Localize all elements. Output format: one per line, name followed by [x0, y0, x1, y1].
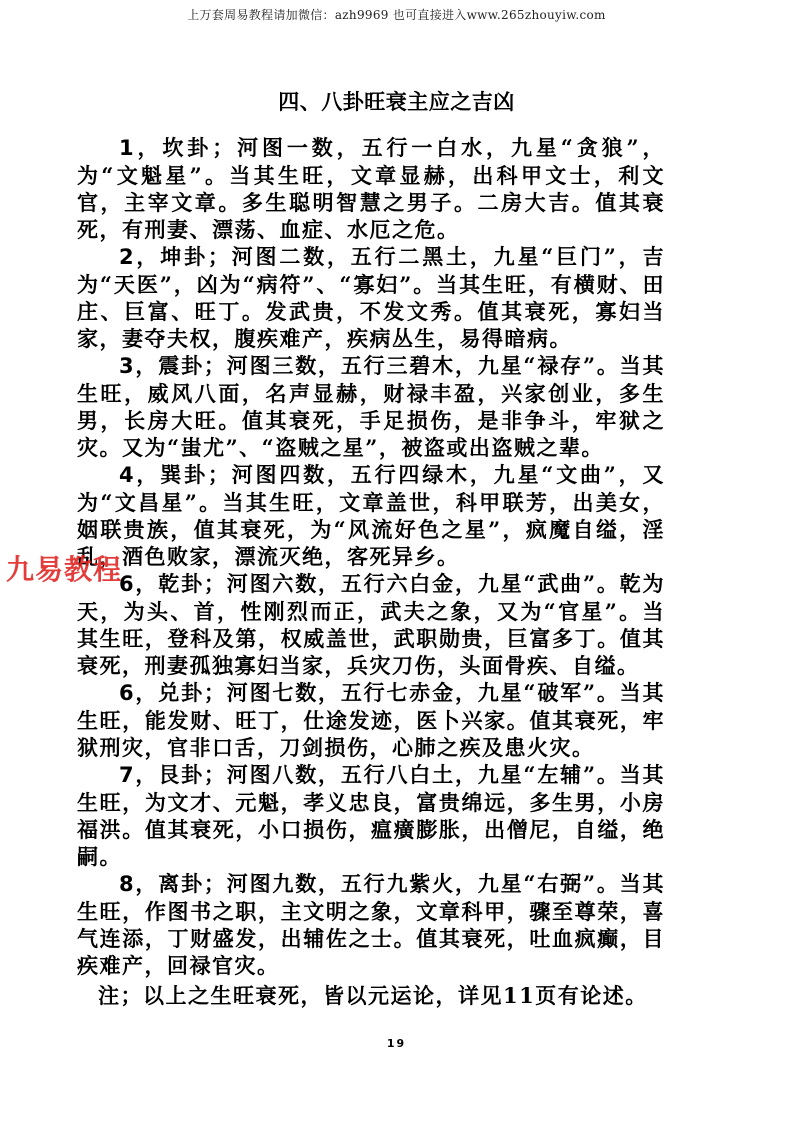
paragraph-text: ；河图九数，五行九紫火，九星“右弼”。当其生旺，作图书之职，主文明之象，文章科甲，骤至尊荣，喜气连添，丁财盛发，出辅佐之士。值其衰死，吐血疯癫，目疾难产，回禄官灾。: [77, 871, 665, 978]
paragraph-text: ；河图六数，五行六白金，九星“武曲”。乾为天，为头、首，性刚烈而正，武夫之象，又为“官星”。当其生旺，登科及第，权威盖世，武职勋贵，巨富多丁。值其衰死，刑妻孤独寡妇当家，兵灾刀伤，头面骨疾、自缢。: [77, 571, 665, 678]
paragraph-number: 8，: [119, 872, 159, 896]
paragraph-zhen: [77, 352, 665, 461]
footnote: 注；以上之生旺衰死，皆以元运论，详见11页有论述。: [98, 983, 648, 1008]
gua-name: 离卦: [158, 872, 204, 896]
paragraph-number: 3，: [119, 354, 159, 378]
paragraph-number: 6，: [119, 572, 159, 596]
page-number: 19: [386, 1037, 407, 1050]
paragraph-number: 6，: [119, 681, 159, 705]
gua-name: 巽卦: [160, 463, 208, 487]
paragraph-text: ；河图七数，五行七赤金，九星“破军”。当其生旺，能发财、旺丁，仕途发迹，医卜兴家。值其衰死，牢狱刑灾，官非口舌，刀剑损伤，心肺之疾及患火灾。: [77, 680, 665, 760]
gua-name: 乾卦: [158, 572, 204, 596]
page-header-text: 上万套周易教程请加微信：azh9969 也可直接进入www.265zhouyiw.com: [187, 8, 606, 22]
paragraph-number: 4，: [119, 463, 161, 487]
paragraph-text: ；河图八数，五行八白土，九星“左辅”。当其生旺，为文才、元魁，孝义忠良，富贵绵远，多生男，小房福洪。值其衰死，小口损伤，瘟癀膨胀，出僧尼，自缢，绝嗣。: [77, 762, 665, 869]
main-content: [77, 134, 665, 1009]
paragraph-dui: [77, 679, 665, 761]
paragraph-kun: [77, 243, 665, 352]
paragraph-kan: [77, 134, 665, 243]
gua-name: 艮卦: [158, 763, 204, 787]
paragraph-number: 1，: [119, 136, 163, 160]
paragraph-number: 2，: [119, 245, 161, 269]
paragraph-gen: [77, 761, 665, 870]
gua-name: 坤卦: [160, 245, 208, 269]
watermark-logo: 九易教程: [6, 553, 123, 586]
gua-name: 兑卦: [158, 681, 204, 705]
paragraph-text: ；河图四数，五行四绿木，九星“文曲”，又为“文昌星”。当其生旺，文章盖世，科甲联芳，出美女，姻联贵族，值其衰死，为“风流好色之星”，疯魔自缢，淫乱，酒色败家，漂流灭绝，客死异乡。: [77, 462, 665, 569]
paragraph-text: ；河图三数，五行三碧木，九星“禄存”。当其生旺，威风八面，名声显赫，财禄丰盈，兴家创业，多生男，长房大旺。值其衰死，手足损伤，是非争斗，牢狱之灾。又为“蚩尤”、“盗贼之星”，被盗或出盗贼之辈。: [77, 353, 665, 460]
paragraph-li: [77, 870, 665, 979]
paragraph-qian: [77, 570, 665, 679]
paragraph-xun: [77, 461, 665, 570]
page-title: 四、八卦旺衰主应之吉凶: [278, 90, 515, 114]
gua-name: 震卦: [158, 354, 204, 378]
paragraph-text: ；河图二数，五行二黑土，九星“巨门”，吉为“天医”，凶为“病符”、“寡妇”。当其生旺，有横财、田庄、巨富、旺丁。发武贵，不发文秀。值其衰死，寡妇当家，妻夺夫权，腹疾难产，疾病丛生，易得暗病。: [77, 244, 665, 351]
gua-name: 坎卦: [162, 136, 213, 160]
paragraph-number: 7，: [119, 763, 159, 787]
paragraph-text: ；河图一数，五行一白水，九星“贪狼”，为“文魁星”。当其生旺，文章显赫，出科甲文士，利文官，主宰文章。多生聪明智慧之男子。二房大吉。值其衰死，有刑妻、漂荡、血症、水厄之危。: [77, 135, 665, 242]
